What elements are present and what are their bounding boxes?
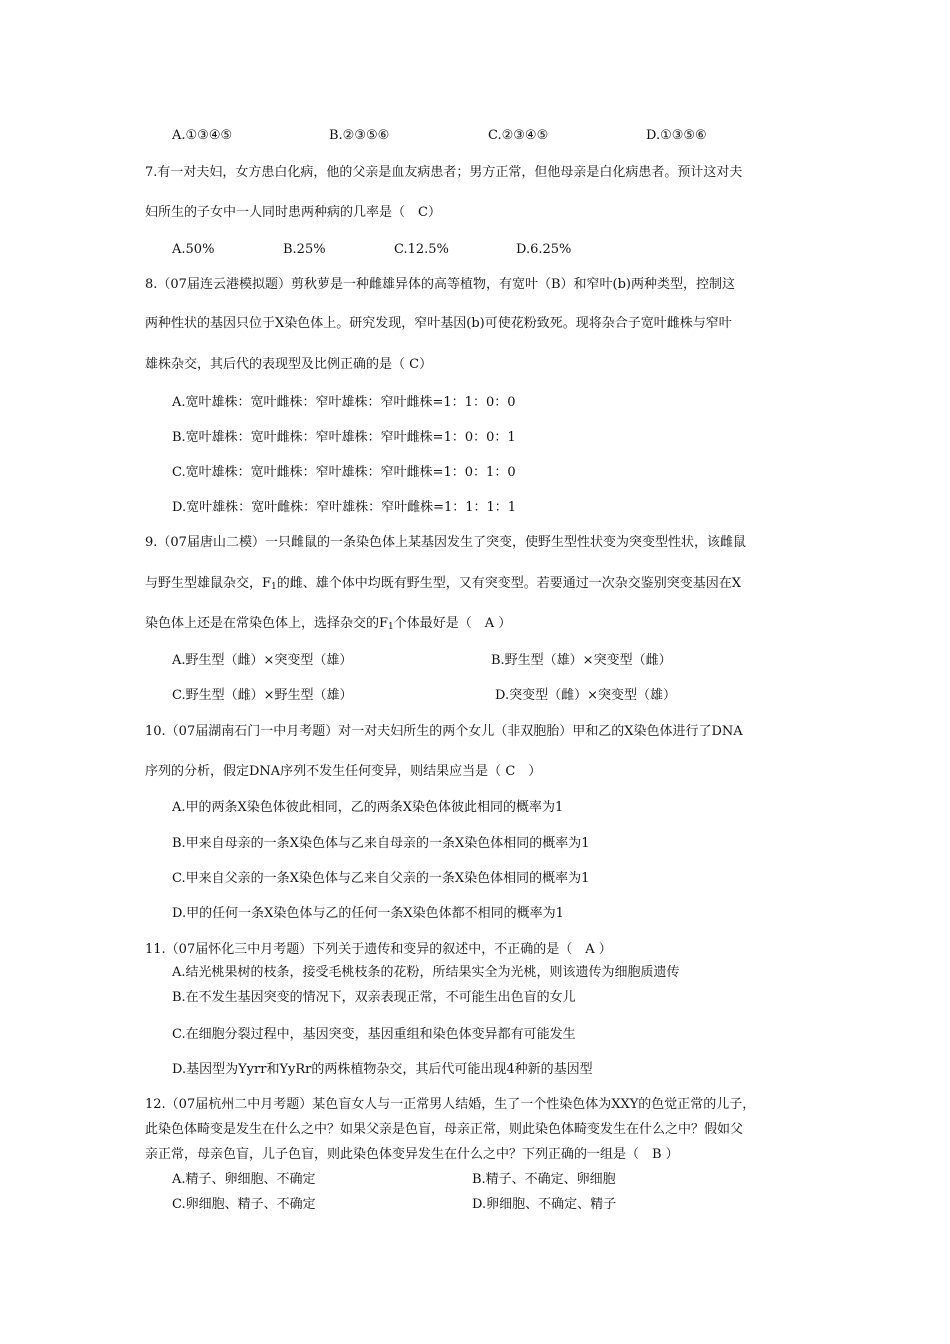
q9-stem-line2: 与野生型雄鼠杂交，$F_1$的雌、雄个体中均既有野生型，又有突变型。若要通过一次杂交鉴别突变基因在X xyxy=(145,576,742,592)
q12-stem-line2: 此染色体畸变是发生在什么之中？如果父亲是色盲，母亲正常，则此染色体畸变发生在什么之中？假如父 xyxy=(145,1122,744,1137)
q9-option-a: A.野生型（雌）×突变型（雄） xyxy=(172,653,353,668)
q10-stem-line2: 序列的分析，假定DNA序列不发生任何变异，则结果应当是（ C ） xyxy=(145,764,542,779)
q10-option-d: D.甲的任何一条X染色体与乙的任何一条X染色体都不相同的概率为1 xyxy=(172,906,564,921)
q9-option-b: B.野生型（雄）×突变型（雌） xyxy=(491,653,672,668)
q8-stem-line3: 雄株杂交，其后代的表现型及比例正确的是（ C） xyxy=(145,357,433,372)
q12-option-b: B.精子、不确定、卵细胞 xyxy=(472,1172,616,1187)
q10-option-b: B.甲来自母亲的一条X染色体与乙来自母亲的一条X染色体相同的概率为1 xyxy=(172,836,590,851)
q7-option-a: A.50% xyxy=(172,242,215,257)
q6-option-a: A.①③④⑤ xyxy=(172,128,233,143)
q7-option-d: D.6.25% xyxy=(516,242,572,257)
q7-stem-line2: 妇所生的子女中一人同时患两种病的几率是（ C） xyxy=(145,205,441,220)
q7-option-c: C.12.5% xyxy=(394,242,449,257)
q11-option-a: A.结光桃果树的枝条，接受毛桃枝条的花粉，所结果实全为光桃，则该遗传为细胞质遗传 xyxy=(172,965,680,980)
q8-option-b: B.宽叶雄株：宽叶雌株：窄叶雄株：窄叶雌株=1：0：0：1 xyxy=(172,430,516,445)
q12-option-c: C.卵细胞、精子、不确定 xyxy=(172,1197,316,1212)
q11-stem-line1: 11.（07届怀化三中月考题）下列关于遗传和变异的叙述中，不正确的是（ A ） xyxy=(145,942,612,957)
q7-stem-line1: 7.有一对夫妇，女方患白化病，他的父亲是血友病患者；男方正常，但他母亲是白化病患者。预计这对夫 xyxy=(145,165,743,180)
q9-option-c: C.野生型（雌）×野生型（雄） xyxy=(172,688,353,703)
q11-option-b: B.在不发生基因突变的情况下，双亲表现正常，不可能生出色盲的女儿 xyxy=(172,990,576,1005)
q12-stem-line3: 亲正常，母亲色盲，儿子色盲，则此染色体变异发生在什么之中？下列正确的一组是（ B ） xyxy=(145,1147,679,1162)
q8-option-d: D.宽叶雄株：宽叶雌株：窄叶雄株：窄叶雌株=1：1：1：1 xyxy=(172,500,517,515)
q9-stem-line3: 染色体上还是在常染色体上，选择杂交的$F_1$个体最好是（ A ） xyxy=(145,616,512,632)
q12-option-d: D.卵细胞、不确定、精子 xyxy=(472,1197,617,1212)
q9-stem-line1: 9.（07届唐山二模）一只雌鼠的一条染色体上某基因发生了突变，使野生型性状变为突变型性状，该雌鼠 xyxy=(145,535,746,550)
q10-option-c: C.甲来自父亲的一条X染色体与乙来自父亲的一条X染色体相同的概率为1 xyxy=(172,871,590,886)
q12-stem-line1: 12.（07届杭州二中月考题）某色盲女人与一正常男人结婚，生了一个性染色体为XXY的色觉正常的儿子， xyxy=(145,1097,756,1112)
q11-option-d: D.基因型为Yyrr和YyRr的两株植物杂交，其后代可能出现4种新的基因型 xyxy=(172,1062,593,1077)
q8-stem-line1: 8.（07届连云港模拟题）剪秋萝是一种雌雄异体的高等植物，有宽叶（B）和窄叶(b)两种类型，控制这 xyxy=(145,277,735,292)
q8-option-c: C.宽叶雄株：宽叶雌株：窄叶雄株：窄叶雌株=1：0：1：0 xyxy=(172,465,516,480)
q11-option-c: C.在细胞分裂过程中，基因突变，基因重组和染色体变异都有可能发生 xyxy=(172,1027,576,1042)
q6-option-b: B.②③⑤⑥ xyxy=(329,128,390,143)
q12-option-a: A.精子、卵细胞、不确定 xyxy=(172,1172,316,1187)
q7-option-b: B.25% xyxy=(283,242,326,257)
q9-option-d: D.突变型（雌）×突变型（雄） xyxy=(495,688,676,703)
q6-option-d: D.①③⑤⑥ xyxy=(646,128,707,143)
q10-option-a: A.甲的两条X染色体彼此相同，乙的两条X染色体彼此相同的概率为1 xyxy=(172,800,564,815)
q8-option-a: A.宽叶雄株：宽叶雌株：窄叶雄株：窄叶雌株=1：1：0：0 xyxy=(172,395,516,410)
q10-stem-line1: 10.（07届湖南石门一中月考题）对一对夫妇所生的两个女儿（非双胞胎）甲和乙的X染色体进行了DNA xyxy=(145,724,743,739)
q8-stem-line2: 两种性状的基因只位于X染色体上。研究发现，窄叶基因(b)可使花粉致死。现将杂合子宽叶雌株与窄叶 xyxy=(145,316,732,331)
q6-option-c: C.②③④⑤ xyxy=(488,128,549,143)
